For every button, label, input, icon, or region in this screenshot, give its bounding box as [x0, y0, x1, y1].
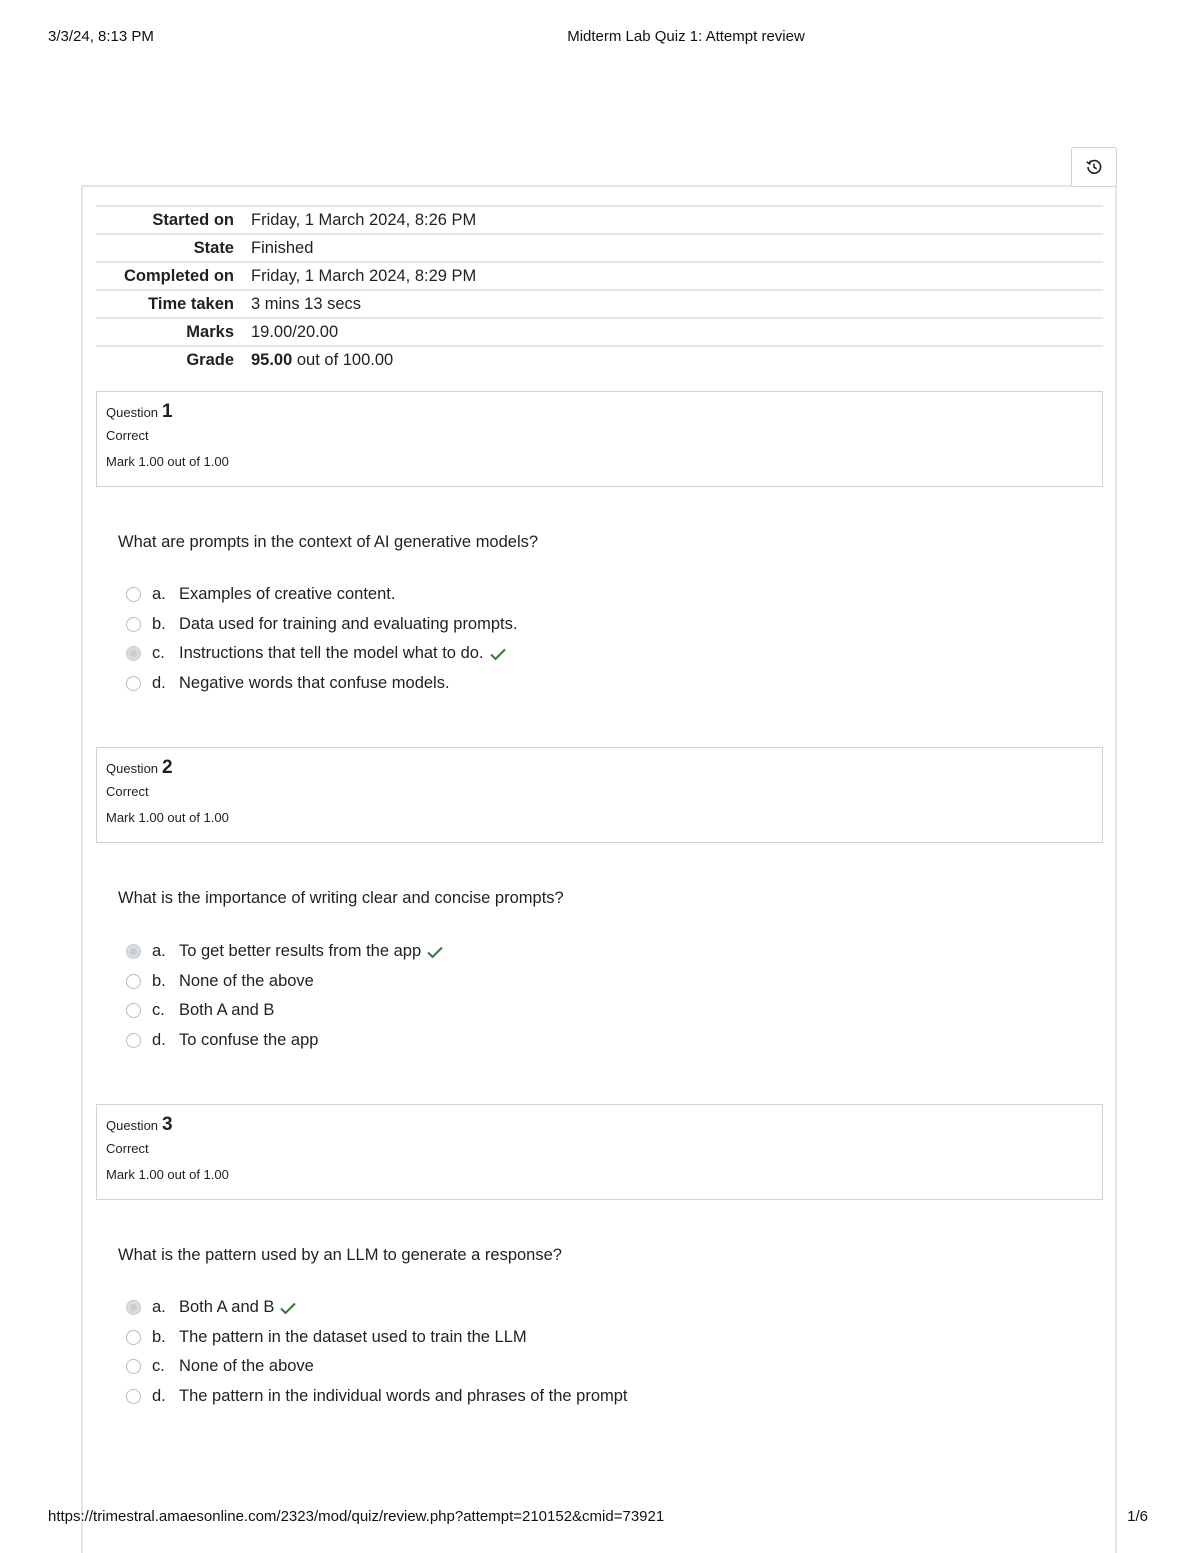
question-number — [106, 400, 1093, 424]
answer-option-selected[interactable] — [126, 1293, 826, 1323]
answer-option-selected[interactable] — [126, 937, 826, 967]
answer-list-3 — [126, 1293, 826, 1411]
question-text-3: What is the pattern used by an LLM to generate a response? — [118, 1246, 562, 1264]
summary-value: Friday, 1 March 2024, 8:29 PM — [251, 266, 477, 285]
summary-row-started — [96, 205, 1103, 233]
grade-out-of: out of 100.00 — [292, 350, 394, 369]
summary-value — [251, 351, 393, 370]
print-header — [0, 28, 1200, 48]
answer-option[interactable] — [126, 1352, 826, 1382]
answer-option[interactable] — [126, 996, 826, 1026]
answer-option[interactable] — [126, 1026, 826, 1056]
question-info-1 — [96, 391, 1103, 487]
question-text-1: What are prompts in the context of AI generative models? — [118, 533, 539, 551]
answer-option[interactable] — [126, 669, 826, 699]
answer-text: Negative words that confuse models. — [179, 673, 450, 692]
answer-letter: a. — [152, 1298, 166, 1317]
summary-row-completed — [96, 261, 1103, 289]
question-info-2 — [96, 747, 1103, 843]
radio-button[interactable] — [126, 1003, 141, 1018]
correct-check-icon — [426, 945, 444, 959]
print-date: 3/3/24, 8:13 PM — [48, 28, 154, 45]
radio-button-checked[interactable] — [126, 1300, 141, 1315]
question-grade: Mark 1.00 out of 1.00 — [106, 1167, 229, 1182]
attempt-summary-table — [96, 205, 1103, 373]
answer-letter: b. — [152, 971, 166, 990]
answer-letter: b. — [152, 614, 166, 633]
summary-value: 19.00/20.00 — [251, 322, 339, 341]
answer-text: Both A and B — [179, 1001, 275, 1020]
answer-text: To get better results from the app — [179, 942, 422, 961]
answer-option[interactable] — [126, 610, 826, 640]
summary-row-marks — [96, 317, 1103, 345]
radio-button[interactable] — [126, 1330, 141, 1345]
answer-option-selected[interactable] — [126, 639, 826, 669]
question-info-3 — [96, 1104, 1103, 1200]
question-state: Correct — [106, 428, 149, 443]
summary-label: Time taken — [148, 294, 234, 313]
summary-row-time-taken — [96, 289, 1103, 317]
question-num: 1 — [162, 401, 173, 422]
answer-text: The pattern in the individual words and phrases of the prompt — [179, 1386, 628, 1405]
answer-letter: c. — [152, 1001, 165, 1020]
answer-letter: d. — [152, 1030, 166, 1049]
history-icon — [1085, 158, 1103, 176]
answer-option[interactable] — [126, 1323, 826, 1353]
print-footer — [0, 1508, 1200, 1528]
answer-letter: d. — [152, 673, 166, 692]
correct-check-icon — [489, 647, 507, 661]
answer-letter: b. — [152, 1327, 166, 1346]
radio-button[interactable] — [126, 1389, 141, 1404]
answer-list-1 — [126, 580, 826, 698]
answer-option[interactable] — [126, 1382, 826, 1412]
question-prefix: Question — [106, 405, 159, 420]
answer-text: None of the above — [179, 971, 314, 990]
question-num: 3 — [162, 1114, 173, 1135]
answer-text: The pattern in the dataset used to train the LLM — [179, 1327, 527, 1346]
radio-button[interactable] — [126, 617, 141, 632]
question-text-2: What is the importance of writing clear and concise prompts? — [118, 889, 564, 907]
answer-letter: a. — [152, 585, 166, 604]
answer-text: To confuse the app — [179, 1030, 319, 1049]
summary-row-state — [96, 233, 1103, 261]
summary-label: Completed on — [124, 266, 234, 285]
question-num: 2 — [162, 757, 173, 778]
radio-button[interactable] — [126, 587, 141, 602]
summary-value: 3 mins 13 secs — [251, 294, 362, 313]
question-grade: Mark 1.00 out of 1.00 — [106, 454, 229, 469]
question-state: Correct — [106, 1141, 149, 1156]
radio-button-checked[interactable] — [126, 944, 141, 959]
summary-label: Marks — [186, 322, 234, 341]
summary-value: Friday, 1 March 2024, 8:26 PM — [251, 210, 477, 229]
answer-text: None of the above — [179, 1357, 314, 1376]
question-grade: Mark 1.00 out of 1.00 — [106, 810, 229, 825]
question-number — [106, 756, 1093, 780]
summary-label: State — [193, 238, 234, 257]
answer-text: Instructions that tell the model what to do. — [179, 644, 484, 663]
print-title: Midterm Lab Quiz 1: Attempt review — [567, 28, 805, 45]
correct-check-icon — [279, 1301, 297, 1315]
answer-option[interactable] — [126, 580, 826, 610]
print-url: https://trimestral.amaesonline.com/2323/mod/quiz/review.php?attempt=210152&cmid=73921 — [48, 1508, 665, 1525]
answer-letter: a. — [152, 942, 166, 961]
print-page-number: 1/6 — [1127, 1508, 1148, 1525]
answer-letter: c. — [152, 1357, 165, 1376]
summary-value: Finished — [251, 238, 314, 257]
answer-list-2 — [126, 937, 826, 1055]
answer-option[interactable] — [126, 967, 826, 997]
question-prefix: Question — [106, 761, 159, 776]
radio-button[interactable] — [126, 676, 141, 691]
answer-text: Examples of creative content. — [179, 585, 396, 604]
radio-button[interactable] — [126, 1359, 141, 1374]
grade-value: 95.00 — [251, 350, 293, 369]
radio-button[interactable] — [126, 1033, 141, 1048]
question-number — [106, 1113, 1093, 1137]
question-state: Correct — [106, 784, 149, 799]
summary-label: Grade — [186, 350, 234, 369]
history-button[interactable] — [1071, 147, 1117, 187]
answer-text: Both A and B — [179, 1298, 275, 1317]
radio-button-checked[interactable] — [126, 646, 141, 661]
radio-button[interactable] — [126, 974, 141, 989]
answer-text: Data used for training and evaluating prompts. — [179, 614, 518, 633]
answer-letter: c. — [152, 644, 165, 663]
answer-letter: d. — [152, 1386, 166, 1405]
question-prefix: Question — [106, 1118, 159, 1133]
summary-row-grade — [96, 345, 1103, 373]
summary-label: Started on — [152, 210, 234, 229]
